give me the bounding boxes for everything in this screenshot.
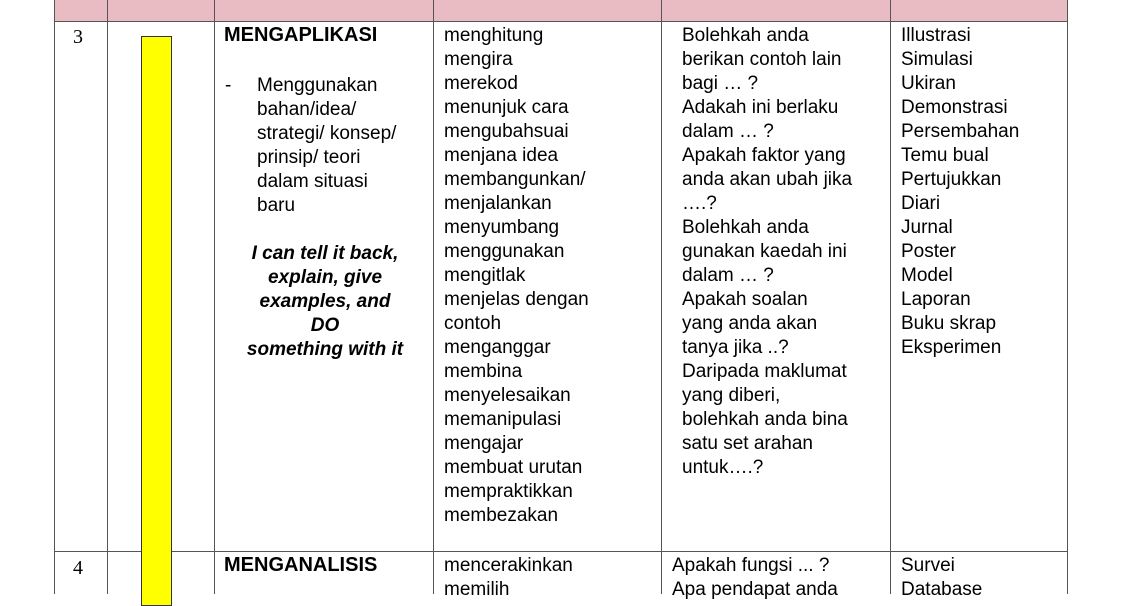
list-item: Buku skrap xyxy=(901,313,997,334)
list-item: membina xyxy=(444,361,523,382)
level-title: MENGAPLIKASI xyxy=(224,24,378,46)
list-item: berikan contoh lain xyxy=(682,49,842,70)
list-item: Bolehkah anda xyxy=(682,217,809,238)
column-divider xyxy=(890,0,891,594)
level-description: Menggunakan bahan/idea/ strategi/ konsep/ prinsip/ teori dalam situasi baru xyxy=(257,75,397,216)
list-item: Ukiran xyxy=(901,73,956,94)
column-divider xyxy=(214,0,215,594)
column-divider xyxy=(433,0,434,594)
list-item: membangunkan/ xyxy=(444,169,586,190)
list-item: menjalankan xyxy=(444,193,552,214)
list-item: Diari xyxy=(901,193,941,214)
list-item: Temu bual xyxy=(901,145,989,166)
list-item: Apa pendapat anda xyxy=(672,579,838,600)
question-list xyxy=(682,24,852,480)
list-item: menyelesaikan xyxy=(444,385,571,406)
list-item: Apakah faktor yang xyxy=(682,145,846,166)
list-item: Model xyxy=(901,265,953,286)
list-item: memanipulasi xyxy=(444,409,562,430)
list-item: gunakan kaedah ini xyxy=(682,241,847,262)
list-item: Bolehkah anda xyxy=(682,25,809,46)
list-item: memilih xyxy=(444,579,510,600)
list-item: Poster xyxy=(901,241,956,262)
list-item: menganggar xyxy=(444,337,551,358)
list-item: Simulasi xyxy=(901,49,973,70)
list-item: yang anda akan xyxy=(682,313,818,334)
list-item: anda akan ubah jika xyxy=(682,169,853,190)
list-item: mengubahsuai xyxy=(444,121,569,142)
list-item: mempraktikkan xyxy=(444,481,573,502)
list-item: mengajar xyxy=(444,433,524,454)
list-item: mengira xyxy=(444,49,513,70)
list-item: Jurnal xyxy=(901,217,953,238)
list-item: Pertujukkan xyxy=(901,169,1002,190)
row-number: 3 xyxy=(73,26,83,48)
list-item: untuk….? xyxy=(682,457,764,478)
bullet-marker: - xyxy=(225,75,232,96)
english-description: I can tell it back, explain, give examples, and DO something with it xyxy=(246,243,404,360)
list-item: menjelas dengan xyxy=(444,289,589,310)
level-title: MENGANALISIS xyxy=(224,554,378,576)
list-item: Eksperimen xyxy=(901,337,1002,358)
verb-list xyxy=(444,554,573,602)
list-item: menyumbang xyxy=(444,217,560,238)
list-item: menghitung xyxy=(444,25,544,46)
list-item: membezakan xyxy=(444,505,559,526)
list-item: merekod xyxy=(444,73,518,94)
activity-list xyxy=(901,554,982,602)
list-item: dalam … ? xyxy=(682,265,774,286)
list-item: menggunakan xyxy=(444,241,565,262)
list-item: tanya jika ..? xyxy=(682,337,789,358)
list-item: Persembahan xyxy=(901,121,1020,142)
verb-list xyxy=(444,24,589,528)
list-item: Illustrasi xyxy=(901,25,971,46)
list-item: Adakah ini berlaku xyxy=(682,97,839,118)
level-indicator-bar xyxy=(141,36,172,606)
activity-list xyxy=(901,24,1019,360)
list-item: satu set arahan xyxy=(682,433,813,454)
list-item: Survei xyxy=(901,555,955,576)
list-item: Laporan xyxy=(901,289,971,310)
list-item: Demonstrasi xyxy=(901,97,1008,118)
list-item: menunjuk cara xyxy=(444,97,569,118)
list-item: Apakah fungsi ... ? xyxy=(672,555,830,576)
list-item: Daripada maklumat xyxy=(682,361,847,382)
table-header-row xyxy=(55,0,1067,22)
list-item: menjana idea xyxy=(444,145,559,166)
row-number: 4 xyxy=(73,557,83,579)
list-item: membuat urutan xyxy=(444,457,583,478)
row-divider xyxy=(55,551,1067,552)
column-divider xyxy=(661,0,662,594)
list-item: ….? xyxy=(682,193,717,214)
taxonomy-table xyxy=(54,0,1068,600)
list-item: mengitlak xyxy=(444,265,526,286)
list-item: Database xyxy=(901,579,983,600)
column-divider xyxy=(107,0,108,594)
list-item: contoh xyxy=(444,313,502,334)
list-item: dalam … ? xyxy=(682,121,774,142)
question-list xyxy=(672,554,838,602)
list-item: bagi … ? xyxy=(682,73,759,94)
list-item: mencerakinkan xyxy=(444,555,573,576)
list-item: yang diberi, xyxy=(682,385,781,406)
list-item: Apakah soalan xyxy=(682,289,808,310)
list-item: bolehkah anda bina xyxy=(682,409,848,430)
